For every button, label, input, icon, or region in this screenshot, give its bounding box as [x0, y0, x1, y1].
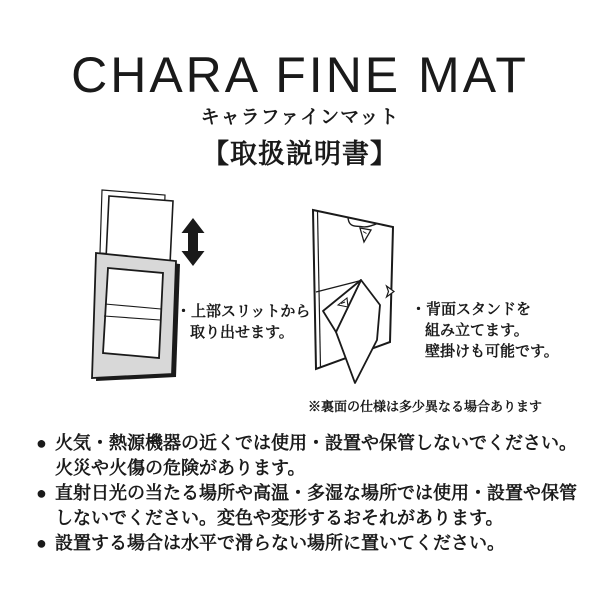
backside-note: ※裏面の仕様は多少異なる場合あります [308, 399, 543, 414]
warning-text: 直射日光の当たる場所や高温・多湿な場所では使用・設置や保管 [55, 483, 577, 503]
warning-text: 設置する場合は水平で滑らない場所に置いてください。 [55, 533, 505, 553]
warning-item [36, 481, 576, 531]
mat-window [103, 268, 163, 358]
warning-text: 火災や火傷の危険があります。 [55, 458, 306, 478]
product-subtitle: キャラファインマット [200, 107, 400, 128]
caption-line: ・上部スリットから [176, 303, 311, 320]
right-caption [411, 299, 559, 362]
warning-text: 火気・熱源機器の近くでは使用・設置や保管しないでください。 [55, 433, 577, 453]
bullet-icon: ● [36, 533, 47, 553]
product-title: CHARA FINE MAT [71, 47, 529, 103]
bullet-icon: ● [36, 433, 47, 453]
mat-frame-print-slide-illustration [85, 185, 207, 385]
caption-line: 組み立てます。 [425, 322, 529, 339]
arrow-up-down-icon [182, 218, 205, 266]
warning-item [36, 431, 576, 481]
warning-item [36, 531, 576, 556]
bullet-icon: ● [36, 483, 47, 503]
caption-line: 取り出せます。 [190, 324, 294, 341]
warning-text: しないでください。変色や変形するおそれがあります。 [55, 508, 504, 528]
caption-line: ・背面スタンドを [411, 301, 532, 318]
print-front-sheet [106, 196, 173, 264]
warnings-list [36, 431, 576, 556]
manual-heading: 【取扱説明書】 [202, 139, 398, 169]
caption-line: 壁掛けも可能です。 [425, 343, 559, 360]
back-stand-assembly-illustration [303, 199, 418, 391]
left-caption [176, 301, 310, 343]
